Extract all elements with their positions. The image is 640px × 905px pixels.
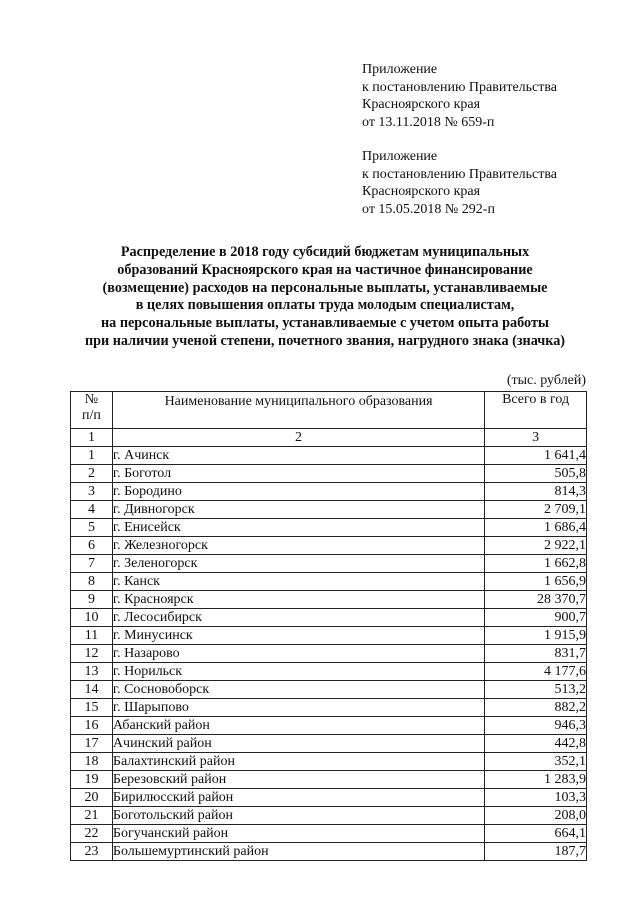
municipality-name: г. Железногорск xyxy=(112,537,484,555)
municipality-name: Балахтинский район xyxy=(112,753,484,771)
row-number: 19 xyxy=(71,771,113,789)
total-value: 352,1 xyxy=(485,753,587,771)
table-row xyxy=(71,591,587,609)
header-number xyxy=(71,392,113,429)
row-number: 8 xyxy=(71,573,113,591)
table-row xyxy=(71,609,587,627)
table-header-row xyxy=(71,392,587,429)
total-value: 208,0 xyxy=(485,807,587,825)
total-value: 814,3 xyxy=(485,483,587,501)
total-value: 2 922,1 xyxy=(485,537,587,555)
appendix-reference-current xyxy=(362,61,632,131)
total-value: 187,7 xyxy=(485,843,587,861)
row-number: 9 xyxy=(71,591,113,609)
total-value: 1 641,4 xyxy=(485,447,587,465)
row-number: 22 xyxy=(71,825,113,843)
table-row xyxy=(71,789,587,807)
total-value: 1 662,8 xyxy=(485,555,587,573)
municipality-name: Ачинский район xyxy=(112,735,484,753)
table-row xyxy=(71,465,587,483)
municipality-name: Большемуртинский район xyxy=(112,843,484,861)
table-row xyxy=(71,753,587,771)
appendix-region-line: Красноярского края xyxy=(362,97,481,112)
appendix-date-number: от 15.05.2018 № 292-п xyxy=(362,201,495,217)
municipality-name: г. Зеленогорск xyxy=(112,555,484,573)
total-value: 2 709,1 xyxy=(485,501,587,519)
total-value: 882,2 xyxy=(485,699,587,717)
municipality-name: г. Красноярск xyxy=(112,591,484,609)
row-number: 16 xyxy=(71,717,113,735)
header-municipality-name: Наименование муниципального образования xyxy=(112,392,484,429)
municipality-name: Богучанский район xyxy=(112,825,484,843)
table-row xyxy=(71,681,587,699)
units-label: (тыс. рублей) xyxy=(506,373,586,388)
municipality-name: г. Назарово xyxy=(112,645,484,663)
row-number: 14 xyxy=(71,681,113,699)
column-number: 2 xyxy=(112,429,484,447)
table-row xyxy=(71,573,587,591)
total-value: 831,7 xyxy=(485,645,587,663)
appendix-date-number: от 13.11.2018 № 659-п xyxy=(362,114,495,130)
table-row xyxy=(71,447,587,465)
total-value: 505,8 xyxy=(485,465,587,483)
row-number: 23 xyxy=(71,843,113,861)
municipality-name: г. Енисейск xyxy=(112,519,484,537)
municipality-name: г. Дивногорск xyxy=(112,501,484,519)
title-line: в целях повышения оплаты труда молодым специалистам, xyxy=(135,297,515,314)
municipality-name: г. Минусинск xyxy=(112,627,484,645)
table-row xyxy=(71,537,587,555)
table-row xyxy=(71,699,587,717)
municipality-name: г. Бородино xyxy=(112,483,484,501)
row-number: 21 xyxy=(71,807,113,825)
title-line: образований Красноярского края на частичное финансирование xyxy=(117,261,533,278)
total-value: 103,3 xyxy=(485,789,587,807)
row-number: 10 xyxy=(71,609,113,627)
total-value: 28 370,7 xyxy=(485,591,587,609)
total-value: 1 686,4 xyxy=(485,519,587,537)
row-number: 15 xyxy=(71,699,113,717)
table-row xyxy=(71,771,587,789)
municipality-name: Абанский район xyxy=(112,717,484,735)
row-number: 3 xyxy=(71,483,113,501)
municipality-name: г. Боготол xyxy=(112,465,484,483)
appendix-reference-original xyxy=(362,148,632,218)
municipality-name: Березовский район xyxy=(112,771,484,789)
appendix-label: Приложение xyxy=(362,149,438,164)
table-row xyxy=(71,825,587,843)
total-value: 4 177,6 xyxy=(485,663,587,681)
row-number: 12 xyxy=(71,645,113,663)
header-total-per-year: Всего в год xyxy=(485,392,587,429)
title-line: при наличии ученой степени, почетного звания, нагрудного знака (значка) xyxy=(84,332,566,349)
table-row xyxy=(71,645,587,663)
total-value: 442,8 xyxy=(485,735,587,753)
appendix-resolution-line: к постановлению Правительства xyxy=(362,79,558,95)
total-value: 946,3 xyxy=(485,717,587,735)
row-number: 11 xyxy=(71,627,113,645)
total-value: 1 656,9 xyxy=(485,573,587,591)
table-row xyxy=(71,627,587,645)
municipality-name: г. Ачинск xyxy=(112,447,484,465)
total-value: 513,2 xyxy=(485,681,587,699)
municipality-name: г. Лесосибирск xyxy=(112,609,484,627)
column-number: 3 xyxy=(485,429,587,447)
table-row xyxy=(71,807,587,825)
column-number: 1 xyxy=(71,429,113,447)
column-numbers-row xyxy=(71,429,587,447)
table-row xyxy=(71,519,587,537)
row-number: 5 xyxy=(71,519,113,537)
row-number: 17 xyxy=(71,735,113,753)
table-row xyxy=(71,501,587,519)
row-number: 7 xyxy=(71,555,113,573)
table-row xyxy=(71,717,587,735)
appendix-label: Приложение xyxy=(362,62,438,77)
header-number-symbol: № xyxy=(84,392,99,407)
total-value: 900,7 xyxy=(485,609,587,627)
appendix-resolution-line: к постановлению Правительства xyxy=(362,166,558,182)
total-value: 664,1 xyxy=(485,825,587,843)
municipality-name: Бирилюсский район xyxy=(112,789,484,807)
municipality-name: Боготольский район xyxy=(112,807,484,825)
total-value: 1 915,9 xyxy=(485,627,587,645)
total-value: 1 283,9 xyxy=(485,771,587,789)
table-row xyxy=(71,843,587,861)
row-number: 2 xyxy=(71,465,113,483)
table-row xyxy=(71,555,587,573)
row-number: 18 xyxy=(71,753,113,771)
title-line: (возмещение) расходов на персональные выплаты, устанавливаемые xyxy=(102,279,548,296)
title-line: Распределение в 2018 году субсидий бюджетам муниципальных xyxy=(120,244,530,260)
subsidy-table xyxy=(70,391,587,861)
table-row xyxy=(71,483,587,501)
table-row xyxy=(71,735,587,753)
row-number: 4 xyxy=(71,501,113,519)
title-line: на персональные выплаты, устанавливаемые с учетом опыта работы xyxy=(101,315,549,332)
row-number: 1 xyxy=(71,447,113,465)
row-number: 20 xyxy=(71,789,113,807)
header-number-abbrev: п/п xyxy=(82,408,101,423)
row-number: 6 xyxy=(71,537,113,555)
table-row xyxy=(71,663,587,681)
document-title xyxy=(20,244,630,351)
row-number: 13 xyxy=(71,663,113,681)
appendix-region-line: Красноярского края xyxy=(362,184,481,199)
municipality-name: г. Канск xyxy=(112,573,484,591)
municipality-name: г. Норильск xyxy=(112,663,484,681)
municipality-name: г. Шарыпово xyxy=(112,699,484,717)
municipality-name: г. Сосновоборск xyxy=(112,681,484,699)
